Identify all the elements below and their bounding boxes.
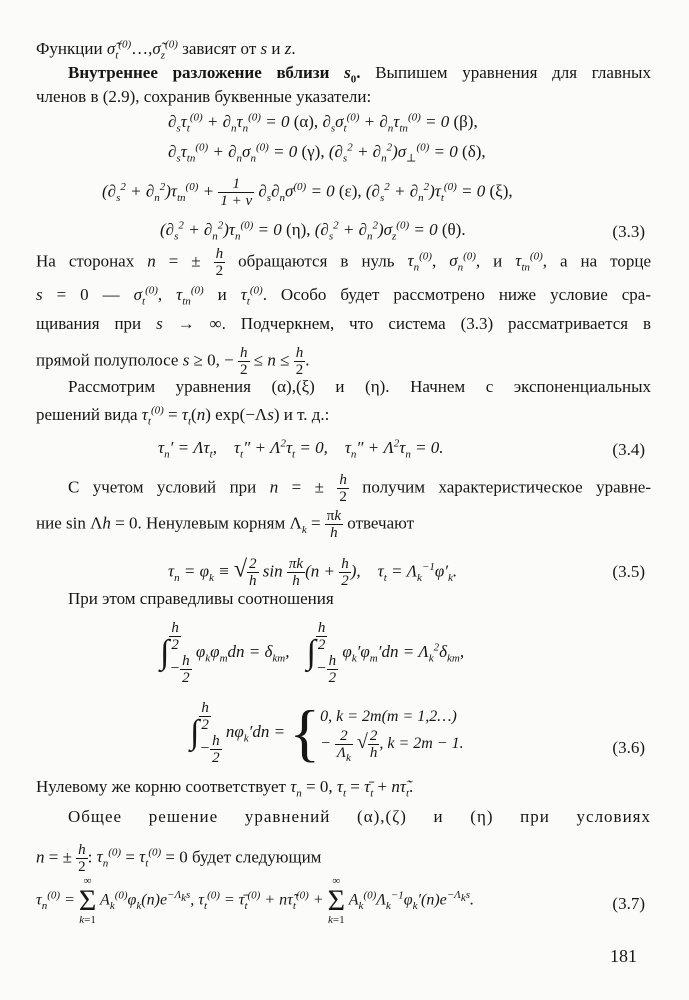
text-line-11: ние sin Λh = 0. Ненулевым корням $\Lambda_k$ = $\frac{\pi k}{h}$ отвечают — [36, 508, 415, 541]
text-line-7: прямой полуполосе s ≥ 0, − $\frac{h}{2}$ ≤ n ≤ $\frac{h}{2}$ . — [36, 345, 310, 378]
text-line-9: решений вида $\tau_t^{(0)} = \tau_t(n)$ exp(−Λs) и т. д.: — [36, 404, 330, 428]
equation-epsilon-xi: $(\partial_s^2 + \partial_n^2)\tau_{tn}^{(0)}$ + $\frac{1}{1 + \nu}$ $\partial_s\partial_n\sigma^{(0)} = 0$ (ε), $(\partial_s^2 + \partial_n^2)\tau_t^{(0)} = 0$ (ξ), — [102, 176, 513, 209]
equation-orthogonality: ∫ $\frac{h}{2}$ − $\frac{h}{2}$ $\varphi_k\varphi_mdn = \delta_{km}$, ∫ $\frac{h}{2}$ − $\frac{h}{2}$ $\varphi_k'\varphi_m'dn = \Lambda_k^2\delta_{km}$, — [160, 620, 465, 686]
text-line-12: При этом справедливы соотношения — [68, 589, 334, 608]
text-line-10: С учетом условий при n = ± $\frac{h}{2}$ получим характеристическое уравне- — [68, 472, 651, 505]
text-line-3: членов в (2.9), сохранив буквенные указатели: — [36, 87, 372, 106]
equation-number-3-7: (3.7) — [612, 894, 645, 913]
text-line-13: Нулевому же корню соответствует $\tau_n = 0$, $\tau_t$ = $\taū_t$ + $n\taũ_t$. — [36, 777, 414, 800]
section-heading: Внутреннее разложение вблизи $s_0$. — [68, 63, 361, 86]
equation-3-5: $\tau_n = \varphi_k$ ≡ √ $\frac{2}{h}$ sin $\frac{\pi k}{h}$ (n + $\frac{h}{2}$ ), $\tau_t = \Lambda_k^{-1}\varphi'_k$. — [168, 556, 458, 589]
equation-3-4: $\tau_n' = \Lambda\tau_t$, $\tau_t'' + \Lambda^2\tau_t = 0$, $\tau_n'' + \Lambda^2\tau_n = 0$. — [158, 437, 444, 461]
page-number: 181 — [610, 946, 637, 966]
text-line-14: Общее решение уравнений (α),(ζ) и (η) при условиях — [68, 807, 651, 826]
text-line-6: щивания при s → ∞. Подчеркнем, что система (3.3) рассматривается в — [36, 314, 652, 333]
equation-3-7: $\tau_n^{(0)}$ = ∞ Σ k=1 $A_k^{(0)}\varphi_k(n)e^{-\Lambda_ks}$, $\tau_t^{(0)}$ = $\taū_t^{(0)}$ + $n\taũ_t^{(0)}$ + ∞ Σ k=1 $A_k^{(0)}\Lambda_k^{-1}\varphi_k'(n)e^{-\Lambda_ks}$. — [36, 875, 474, 926]
equation-number-3-3: (3.3) — [612, 222, 645, 241]
text-line-5: s = 0 — $\sigma_t^{(0)}$, $\tau_{tn}^{(0)}$ и $\tau_t^{(0)}$. Особо будет рассмотрено ниже условие сра- — [36, 284, 651, 308]
text-line-4: На сторонах n = ± $\frac{h}{2}$ обращаются в нуль $\tau_n^{(0)}$, $\sigma_n^{(0)}$, и $\tau_{tn}^{(0)}$, а на торце — [36, 246, 652, 279]
equation-3-6: ∫ $\frac{h}{2}$ − $\frac{h}{2}$ $n\varphi_k'dn = \{0$, k = 2m(m = 1,2…) − $\frac{2}{\Lambda_k}$ √ $\frac{2}{h}$ , k = 2m − 1. — [190, 697, 464, 768]
text-line-1: Функции $\sigmã_t^{(0)}\dots,\sigmã_z^{(0)}$ зависят от s и z. — [36, 38, 296, 62]
text-line-15: n = ± $\frac{h}{2}$ : $\tau_n^{(0)} = \tau_t^{(0)} = 0$ будет следующим — [36, 842, 322, 875]
equation-number-3-4: (3.4) — [612, 440, 645, 459]
text-line-8: Рассмотрим уравнения (α),(ξ) и (η). Начнем с экспоненциальных — [68, 377, 651, 396]
text-line-2: Внутреннее разложение вблизи $s_0$. Выпишем уравнения для главных — [68, 63, 651, 86]
equation-number-3-6: (3.6) — [612, 738, 645, 757]
equation-alpha-beta: $\partial_s\tau_t^{(0)} + \partial_n\tau_n^{(0)} = 0$ (α), $\partial_s\sigma_t^{(0)} + \partial_n\tau_{tn}^{(0)} = 0$ (β), — [168, 111, 478, 135]
equation-number-3-5: (3.5) — [612, 562, 645, 581]
equation-gamma-delta: $\partial_s\tau_{tn}^{(0)} + \partial_n\sigma_n^{(0)} = 0$ (γ), $(\partial_s^2 + \partial_n^2)\sigma_\perp^{(0)} = 0$ (δ), — [168, 141, 486, 165]
equation-eta-theta: $(\partial_s^2 + \partial_n^2)\tau_n^{(0)} = 0$ (η), $(\partial_s^2 + \partial_n^2)\sigma_z^{(0)} = 0$ (θ). — [160, 219, 466, 243]
